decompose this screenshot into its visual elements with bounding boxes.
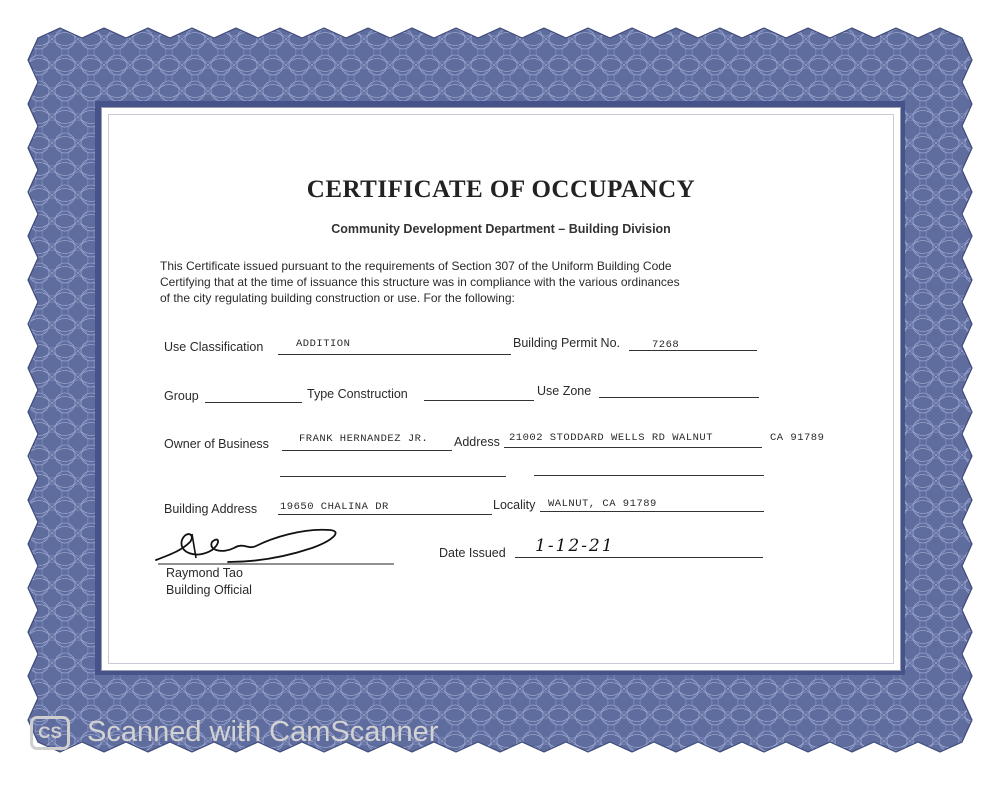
address-continuation-line	[534, 475, 764, 476]
owner-label: Owner of Business	[164, 437, 269, 451]
department-subtitle: Community Development Department – Building Division	[331, 222, 671, 236]
owner-value: FRANK HERNANDEZ JR.	[299, 433, 429, 445]
camscanner-watermark-text: Scanned with CamScanner	[87, 716, 439, 748]
locality-line	[540, 511, 764, 512]
intro-paragraph	[160, 258, 800, 306]
building-address-label: Building Address	[164, 502, 258, 516]
owner-continuation-line	[280, 476, 506, 477]
intro-line-1: This Certificate issued pursuant to the requirements of Section 307 of the Uniform Building Code	[160, 259, 672, 273]
date-issued-label: Date Issued	[439, 546, 506, 560]
use-zone-line	[599, 397, 759, 398]
use-classification-label: Use Classification	[164, 340, 264, 354]
type-construction-line	[424, 400, 534, 401]
address-line	[504, 447, 762, 448]
group-label: Group	[164, 389, 199, 403]
use-zone-label: Use Zone	[537, 384, 592, 398]
address-value: 21002 STODDARD WELLS RD WALNUT	[509, 432, 714, 444]
locality-label: Locality	[493, 498, 536, 512]
locality-value: WALNUT, CA 91789	[548, 498, 657, 510]
certificate-paper	[101, 107, 901, 671]
intro-line-2: Certifying that at the time of issuance this structure was in compliance with the various ordinances	[160, 275, 680, 289]
building-address-value: 19650 CHALINA DR	[280, 501, 389, 513]
camscanner-logo-icon: CS	[30, 716, 70, 750]
use-classification-line	[278, 354, 511, 355]
building-permit-label: Building Permit No.	[513, 336, 620, 350]
date-issued-value: 1-12-21	[535, 536, 615, 556]
building-permit-value: 7268	[652, 339, 680, 351]
intro-line-3: of the city regulating building construction or use. For the following:	[160, 291, 515, 305]
certificate-title: CERTIFICATE OF OCCUPANCY	[306, 176, 696, 203]
use-classification-value: ADDITION	[296, 338, 351, 350]
address-label: Address	[454, 435, 500, 449]
official-signature	[152, 520, 402, 572]
building-permit-line	[629, 350, 757, 351]
owner-line	[282, 450, 452, 451]
official-title: Building Official	[166, 583, 252, 597]
type-construction-label: Type Construction	[307, 387, 408, 401]
date-issued-line	[515, 557, 763, 558]
building-address-line	[278, 514, 492, 515]
group-line	[205, 402, 302, 403]
address-value-suffix: CA 91789	[770, 432, 825, 444]
official-name: Raymond Tao	[166, 566, 243, 580]
